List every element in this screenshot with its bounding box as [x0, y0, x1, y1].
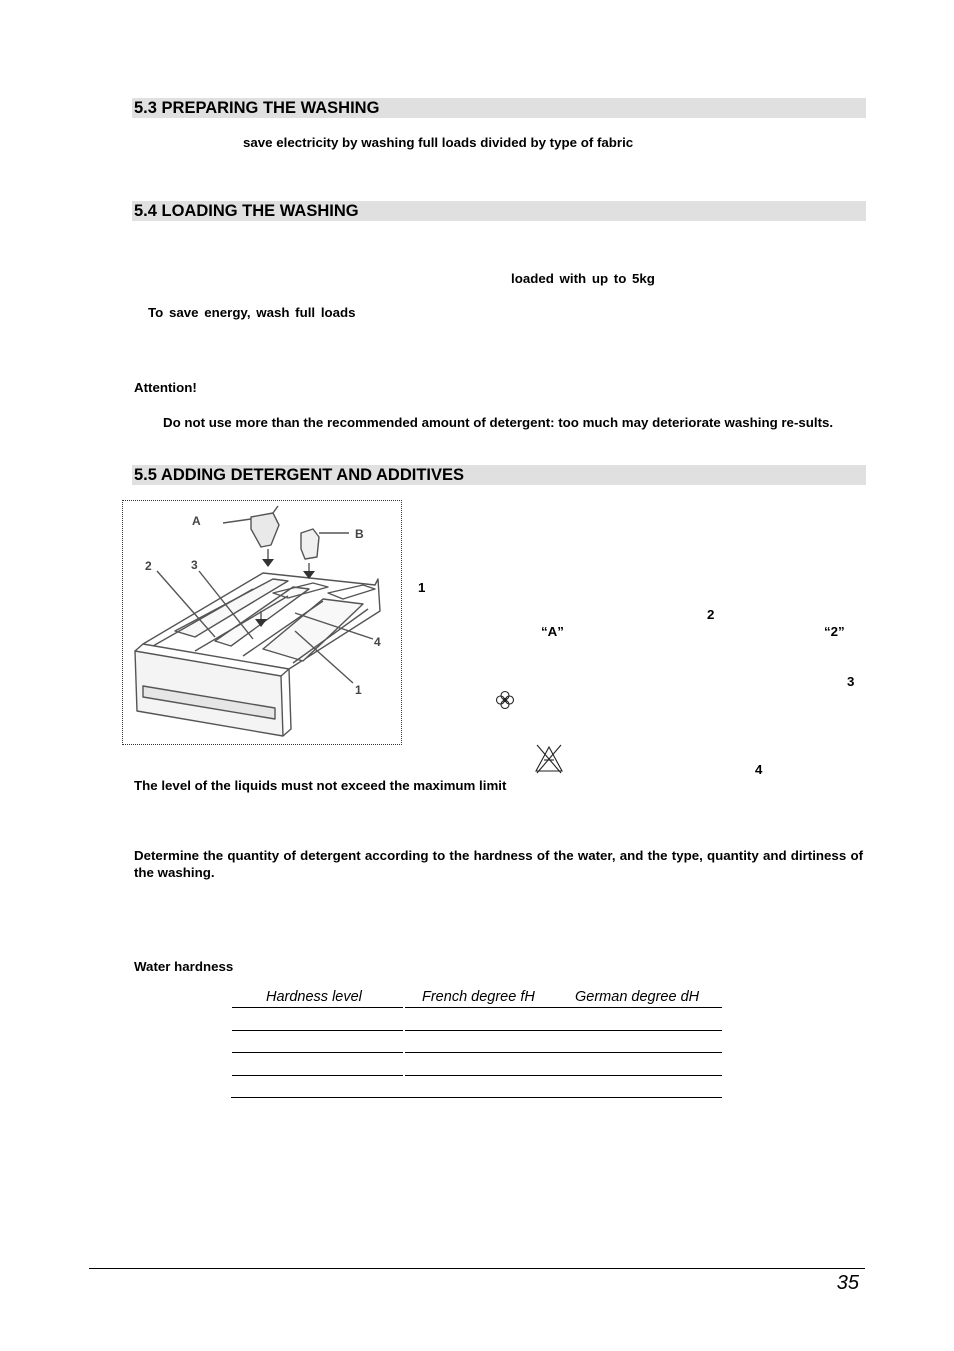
section-heading-preparing: 5.3 PREPARING THE WASHING: [132, 98, 866, 118]
table-row: [405, 1030, 722, 1031]
table-row: [231, 1097, 722, 1098]
table-header-german-degree: German degree dH: [575, 989, 700, 1005]
energy-tip-text: To save energy, wash full loads: [148, 305, 356, 320]
table-row: [405, 1052, 722, 1053]
compartment-1-label: 1: [418, 580, 426, 595]
figure-label-1: 1: [355, 683, 362, 697]
section-heading-detergent: 5.5 ADDING DETERGENT AND ADDITIVES: [132, 465, 866, 485]
figure-label-3: 3: [191, 558, 198, 572]
table-header-hardness-level: Hardness level: [266, 989, 362, 1005]
detergent-quantity-text: Determine the quantity of detergent according to the hardness of the water, and the type, quantity and dirtiness of the washing.: [134, 848, 863, 880]
table-row: [405, 1075, 722, 1076]
figure-label-2: 2: [145, 559, 152, 573]
figure-label-a: A: [192, 514, 201, 528]
detergent-drawer-figure: [122, 500, 402, 745]
water-hardness-label: Water hardness: [134, 959, 234, 974]
cup-a-quote: “A”: [541, 624, 564, 639]
fabric-softener-flower-icon: [495, 690, 515, 710]
no-bleach-cross-triangle-icon: [533, 744, 565, 774]
compartment-3-label: 3: [847, 674, 855, 689]
page-number: 35: [836, 1272, 859, 1294]
section-heading-loading: 5.4 LOADING THE WASHING: [132, 201, 866, 221]
figure-label-b: B: [355, 527, 364, 541]
detergent-warning-text: Do not use more than the recommended amount of detergent: too much may deteriorate washing re-sults.: [163, 415, 834, 430]
liquid-limit-text: The level of the liquids must not exceed the maximum limit: [134, 778, 507, 793]
table-rule: [232, 1007, 403, 1008]
detergent-drawer-illustration: [123, 501, 401, 744]
table-row: [232, 1052, 403, 1053]
table-row: [232, 1030, 403, 1031]
footer-rule: [89, 1268, 865, 1269]
compartment-2-label: 2: [707, 607, 715, 622]
table-rule: [405, 1007, 722, 1008]
load-capacity-text: loaded with up to 5kg: [511, 271, 655, 286]
table-row: [232, 1075, 403, 1076]
preparing-text: save electricity by washing full loads divided by type of fabric: [243, 135, 634, 150]
compartment-4-label: 4: [755, 762, 763, 777]
attention-label: Attention!: [134, 380, 197, 395]
figure-label-4: 4: [374, 635, 381, 649]
table-header-french-degree: French degree fH: [422, 989, 535, 1005]
compartment-2-quote: “2”: [824, 624, 845, 639]
